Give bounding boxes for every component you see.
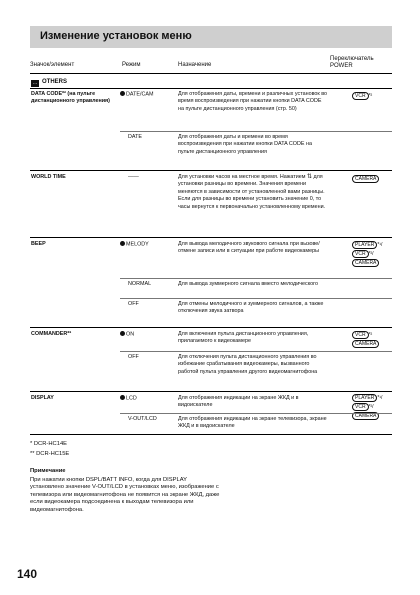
desc-date: Для отображения даты и времени во время воспроизведения при нажатии кнопки DATA CODE на пульте дистанционного управления — [178, 134, 312, 155]
table-bottom-rule — [30, 434, 392, 435]
player-badge: PLAYER — [352, 241, 377, 249]
item-beep: BEEP — [31, 241, 46, 247]
camera-badge: CAMERA — [352, 175, 379, 183]
mode-commander-on: ON — [120, 331, 134, 339]
rule-commander-mid — [120, 351, 392, 352]
rule-datacode-mid — [120, 131, 392, 132]
desc-world-time: Для установки часов на местное время. Нажатием ⇅ для установки разницы во времени. Значения времени меняются в зависимости от установленной вами разницы. Если для разницы во времени установить значение 0, то часы вернутся к первоначально установленному времени. — [178, 174, 326, 210]
page-number: 140 — [17, 567, 38, 581]
mode-date: DATE — [128, 134, 142, 140]
rule-commander-top — [30, 327, 392, 328]
desc-v-out-lcd: Для отображения индикации на экране телевизора, экране ЖКД и в видоискателе — [178, 416, 327, 430]
mode-normal: NORMAL — [128, 281, 152, 287]
default-mark-icon — [120, 395, 125, 400]
desc-commander-on: Для включения пульта дистанционного управления, прилагаемого к видеокамере — [178, 331, 309, 345]
header-switch-line2: POWER — [330, 63, 353, 69]
header-meaning: Назначение — [178, 62, 212, 68]
header-switch-line1: Переключатель — [330, 56, 374, 62]
section-name: OTHERS — [42, 79, 68, 85]
desc-date-cam: Для отображения даты, времени и различных установок во время воспроизведения при нажатии кнопки DATA CODE на пульте дистанционного управления (стр. 50) — [178, 91, 328, 112]
rule-beep-top — [30, 237, 392, 238]
title-bar — [30, 26, 392, 48]
camera-badge: CAMERA — [352, 340, 379, 348]
vcr-badge: VCR — [352, 331, 369, 339]
mode-commander-off: OFF — [128, 354, 139, 360]
switch-commander: VCR *² CAMERA — [352, 331, 379, 349]
mode-lcd: LCD — [120, 395, 137, 403]
header-item: Значок/элемент — [30, 62, 75, 68]
switch-display: PLAYER *¹/ VCR *²/ CAMERA — [352, 394, 382, 421]
header-mode: Режим — [122, 62, 141, 68]
desc-beep-off: Для отмены мелодичного и зуммерного сигналов, а также отключения звука затвора — [178, 301, 324, 315]
item-display: DISPLAY — [31, 395, 54, 401]
rule-beep-mid1 — [120, 278, 392, 279]
switch-world-time — [352, 175, 379, 184]
page-title: Изменение установок меню — [40, 30, 192, 42]
footnote-1: * DCR-HC14E — [30, 441, 68, 447]
default-mark-icon — [120, 331, 125, 336]
desc-normal: Для вывода зуммерного сигнала вместо мелодического — [178, 281, 318, 287]
mode-date-cam: DATE/CAM — [120, 91, 153, 99]
note-text: При нажатии кнопки DSPL/BATT INFO, когда для DISPLAY установлено значение V-OUT/LCD в установках меню, изображение с телевизора или видеомагнитофона не появится на экране ЖКД, даже если видеокамера подсоединена к выходам телевизора или видеомагнитофона. — [30, 477, 220, 513]
camera-badge: CAMERA — [352, 412, 379, 420]
rule-datacode-top — [30, 88, 392, 89]
camera-badge: CAMERA — [352, 259, 379, 267]
up-down-arrow-icon: ⇅ — [306, 174, 312, 180]
others-section-icon: … — [32, 80, 38, 86]
mode-melody: MELODY — [120, 241, 149, 249]
desc-commander-off: Для отключения пульта дистанционного управления во избежание срабатывания видеокамеры, вызванного работой пульта управления другого видеомагнитофона — [178, 354, 318, 375]
desc-lcd: Для отображения индикации на экране ЖКД и в видоискателе — [178, 395, 299, 409]
switch-datacode: VCR *² — [352, 92, 372, 101]
player-badge: PLAYER — [352, 394, 377, 402]
rule-worldtime-top — [30, 170, 392, 171]
item-commander: COMMANDER*² — [31, 331, 72, 337]
vcr-badge: VCR — [352, 403, 369, 411]
mode-beep-off: OFF — [128, 301, 139, 307]
default-mark-icon — [120, 241, 125, 246]
default-mark-icon — [120, 91, 125, 96]
item-data-code: DATA CODE*² (на пульте дистанционного управления) — [31, 91, 110, 105]
mode-world-time: —— — [128, 174, 139, 180]
footnote-2: ** DCR-HC15E — [30, 451, 70, 457]
desc-melody: Для вывода мелодичного звукового сигнала при вызове/отмене записи или в ситуации при работе видеокамеры — [178, 241, 320, 255]
header-rule — [30, 73, 392, 74]
note-heading: Примечание — [30, 468, 66, 474]
rule-display-mid — [120, 413, 392, 414]
rule-beep-mid2 — [120, 298, 392, 299]
switch-beep: PLAYER *¹/ VCR *²/ CAMERA — [352, 241, 382, 268]
vcr-badge: VCR — [352, 92, 369, 100]
item-world-time: WORLD TIME — [31, 174, 66, 180]
mode-v-out-lcd: V-OUT/LCD — [128, 416, 157, 422]
rule-display-top — [30, 391, 392, 392]
vcr-badge: VCR — [352, 250, 369, 258]
